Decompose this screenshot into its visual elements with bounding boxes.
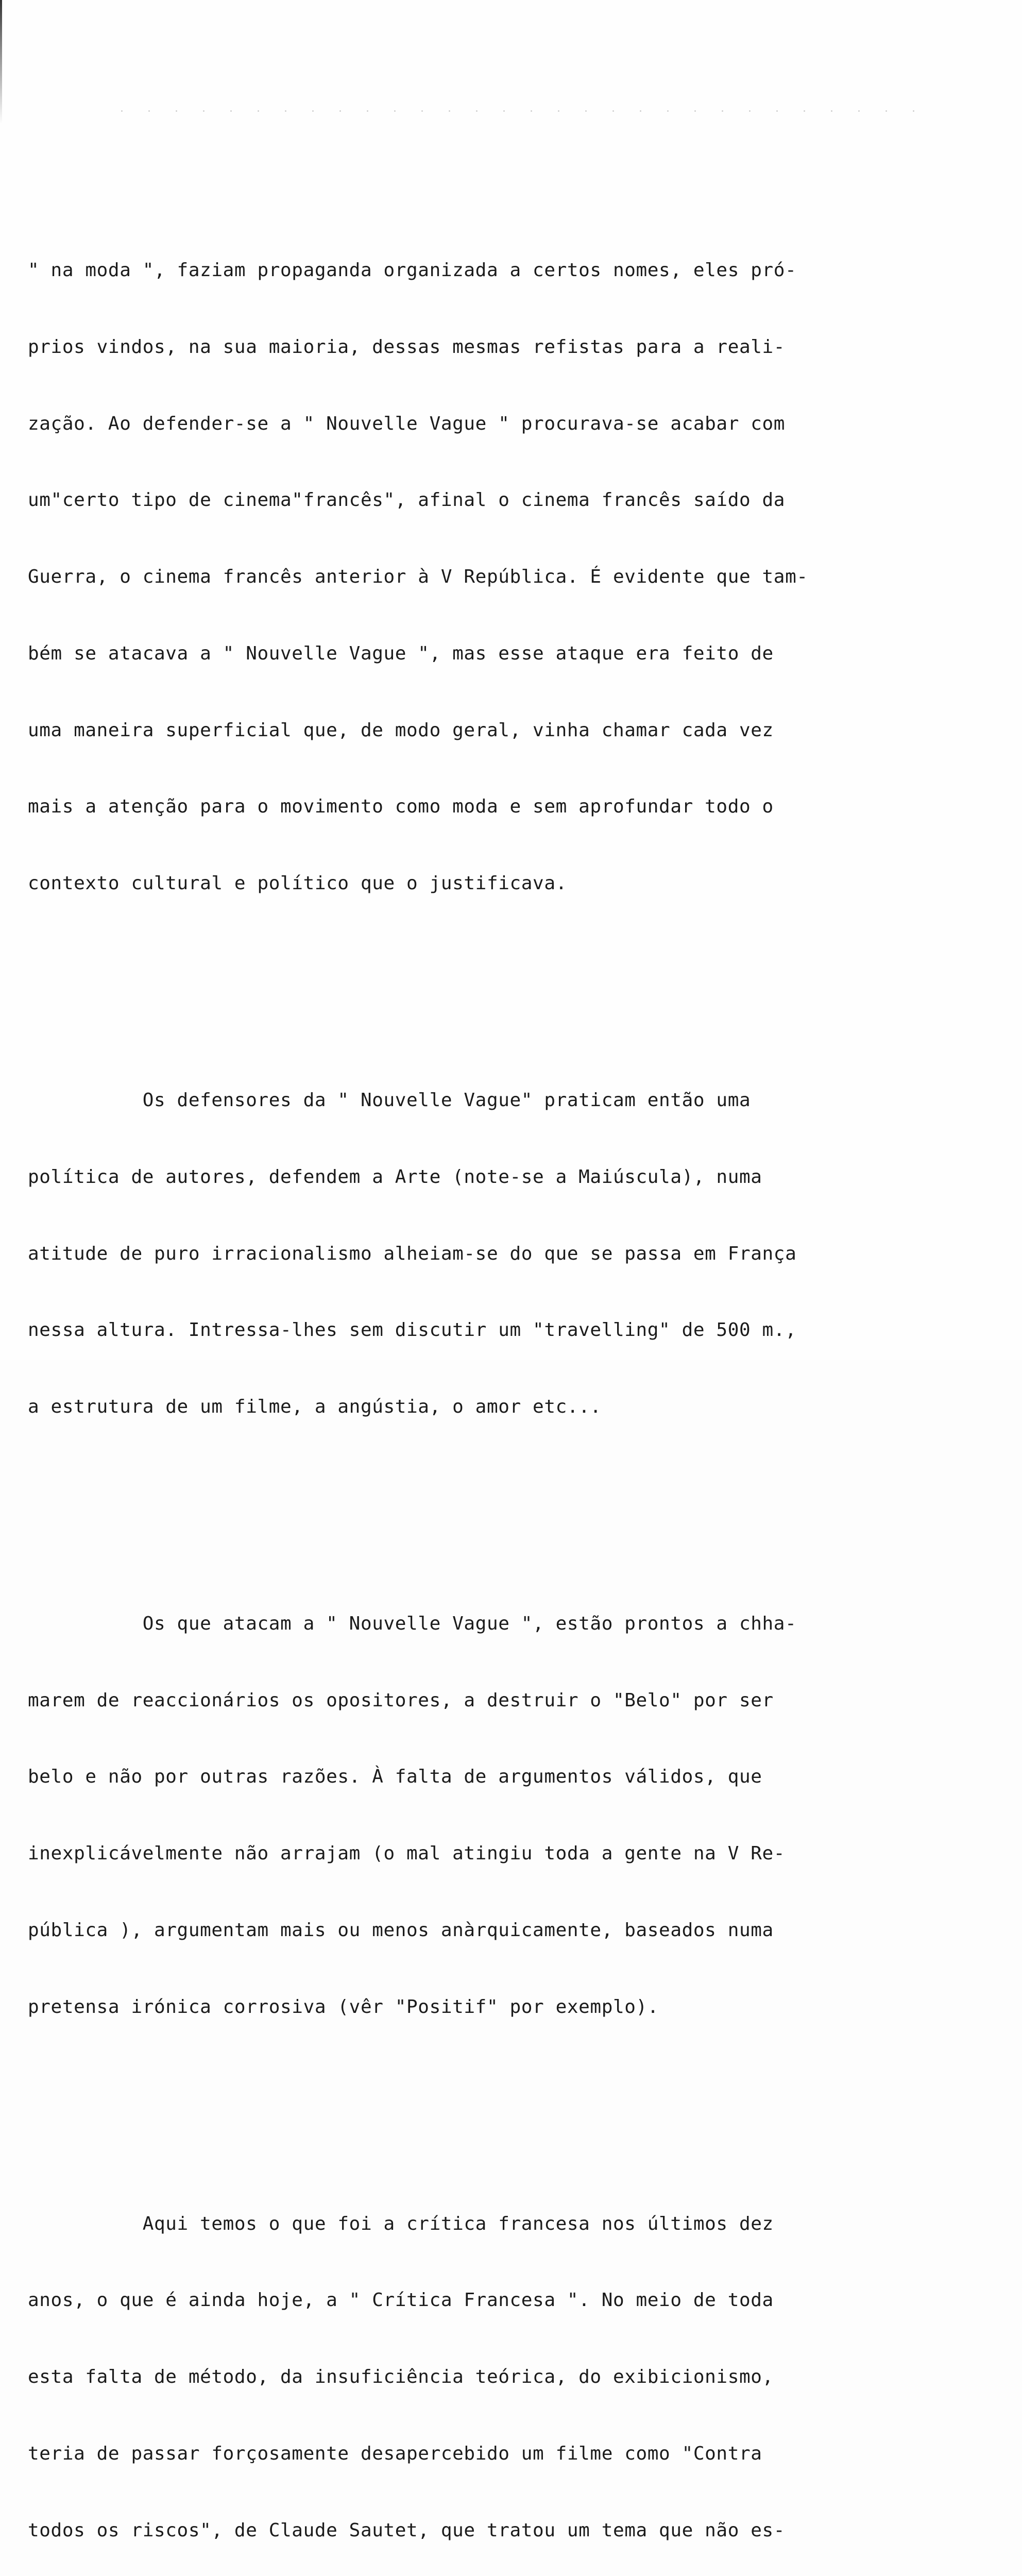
paragraph: [28, 1037, 1001, 1471]
paragraph: [28, 2160, 1001, 2576]
text-line: mais a atenção para o movimento como moda e sem aprofundar todo o: [28, 796, 774, 818]
text-line: contexto cultural e político que o justificava.: [28, 873, 567, 894]
text-line: um"certo tipo de cinema"francês", afinal o cinema francês saído da: [28, 489, 786, 511]
text-line: teria de passar forçosamente desapercebido um filme como "Contra: [28, 2443, 762, 2464]
text-line: a estrutura de um filme, a angústia, o amor etc...: [28, 1396, 602, 1418]
paragraph: [28, 1560, 1001, 2071]
text-line: esta falta de método, da insuficiência teórica, do exibicionismo,: [28, 2366, 774, 2388]
text-line: Os defensores da " Nouvelle Vague" praticam então uma: [28, 1089, 751, 1111]
text-line: belo e não por outras razões. À falta de argumentos válidos, que: [28, 1766, 762, 1788]
paragraph: [28, 207, 1001, 947]
text-line: bém se atacava a " Nouvelle Vague ", mas esse ataque era feito de: [28, 642, 774, 664]
text-line: " na moda ", faziam propaganda organizada a certos nomes, eles pró-: [28, 259, 797, 281]
typed-text-body: [28, 130, 1001, 2576]
text-line: marem de reaccionários os opositores, a destruir o "Belo" por ser: [28, 1689, 774, 1711]
text-line: atitude de puro irracionalismo alheiam-se do que se passa em França: [28, 1243, 797, 1264]
scan-noise: [108, 106, 932, 118]
text-line: anos, o que é ainda hoje, a " Crítica Francesa ". No meio de toda: [28, 2290, 774, 2311]
text-line: pretensa irónica corrosiva (vêr "Positif" por exemplo).: [28, 1996, 659, 2018]
text-line: inexplicávelmente não arrajam (o mal atingiu toda a gente na V Re-: [28, 1843, 786, 1865]
text-line: uma maneira superficial que, de modo geral, vinha chamar cada vez: [28, 719, 774, 741]
text-line: prios vindos, na sua maioria, dessas mesmas refistas para a reali-: [28, 336, 786, 358]
text-line: Aqui temos o que foi a crítica francesa nos últimos dez: [28, 2213, 774, 2234]
text-line: Os que atacam a " Nouvelle Vague ", estão prontos a chha-: [28, 1613, 797, 1634]
text-line: todos os riscos", de Claude Sautet, que tratou um tema que não es-: [28, 2519, 786, 2541]
text-line: Guerra, o cinema francês anterior à V República. É evidente que tam-: [28, 566, 808, 588]
text-line: política de autores, defendem a Arte (note-se a Maiúscula), numa: [28, 1166, 762, 1188]
text-line: nessa altura. Intressa-lhes sem discutir um "travelling" de 500 m.,: [28, 1319, 797, 1341]
text-line: zação. Ao defender-se a " Nouvelle Vague " procurava-se acabar com: [28, 413, 786, 434]
scan-edge-mark: [0, 0, 2, 124]
text-line: pública ), argumentam mais ou menos anàrquicamente, baseados numa: [28, 1919, 774, 1941]
